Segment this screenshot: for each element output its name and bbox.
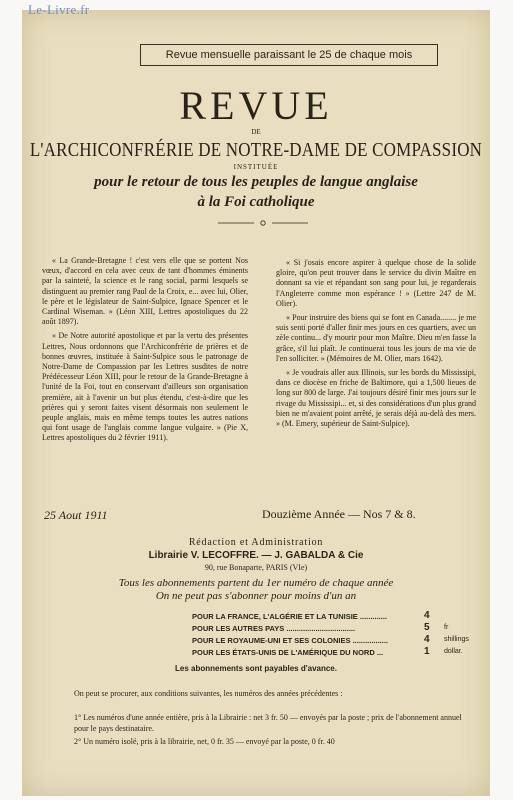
archiconfrerie-title: L'ARCHICONFRÉRIE DE NOTRE-DAME DE COMPASSION (29, 138, 483, 161)
rate-label: POUR LES ÉTATS-UNIS DE L'AMÉRIQUE DU NORD ... (192, 648, 384, 657)
rate-value: 4 (424, 634, 430, 645)
payable-notice: Les abonnements sont payables d'avance. (175, 664, 337, 673)
instituee-label: INSTITUÉE (233, 163, 279, 171)
rate-unit: dollar. (444, 648, 463, 655)
watermark: Le-Livre.fr (28, 2, 90, 17)
periodicity-box: Revue mensuelle paraissant le 25 de chaque mois (140, 44, 438, 66)
subtitle-line-2: à la Foi catholique (197, 194, 315, 210)
redaction-heading: Rédaction et Administration (188, 537, 324, 548)
left-quote-column (42, 256, 248, 448)
subtitle-line-1: pour le retour de tous les peuples de langue anglaise (94, 174, 418, 190)
revue-title: REVUE (179, 83, 333, 128)
subscription-notice-1: Tous les abonnements partent du 1er numéro de chaque année (118, 577, 394, 589)
quote-pie-x: « De Notre autorité apostolique et par la vertu des présentes Lettres, Nous ordonnons que l'Archiconfrérie de prières et de bonnes œuvres, instituée à Saint-Sulpice sous le patronage de Notre-Dame de Compassion par les Lettres susdites de notre Prédécesseur Léon XIII, pour le retour de la Grande-Bretagne à l'unité de la Foi, tout en conservant d'ailleurs son organisation première, ait à l'avenir un but plus étendu, c'est-à-dire que les prières qui y seront faites visent désormais non seulement le peuple anglais, mais en même temps toutes les autres nations qui font usage de l'anglais comme langue vulgaire. » (Pie X, Lettres apostoliques du 2 février 1911). (42, 331, 248, 443)
right-quote-column (276, 258, 476, 433)
quote-emery: « Je voudrais aller aux Illinois, sur les bords du Mississipi, dans ce diocèse en friche de Baltimore, qui a 1,500 lieues de long sur 800 de large. J'ai toujours désiré finir mes jours sur le rivage du Mississipi... et, si des considérations d'un plus grand bien ne m'avaient point arrêté, je serais déjà au-delà des mers. » (M. Emery, supérieur de Saint-Sulpice). (276, 368, 476, 429)
back-issues-intro: On peut se procurer, aux conditions suivantes, les numéros des années précédentes : (74, 689, 343, 698)
issue-year-number: Douzième Année — Nos 7 & 8. (262, 507, 416, 521)
rate-unit: fr (444, 624, 449, 631)
issue-date: 25 Aout 1911 (44, 508, 108, 522)
rate-label: POUR LE ROYAUME-UNI ET SES COLONIES ................. (192, 636, 388, 645)
quote-olier-memoires: « Pour instruire des biens qui se font en Canada........ je me suis senti porté d'aller finir mes jours en ces quartiers, avec un zèle continu... d'y mourir pour mon Maître. Dieu m'en fasse la grâce, s'il lui plaît. Je continuerai tous les jours de ma vie de l'en solliciter. » (Mémoires de M. Olier, mars 1642). (276, 313, 476, 363)
rate-value: 1 (424, 646, 430, 657)
rate-value: 5 (424, 622, 430, 633)
rate-label: POUR LA FRANCE, L'ALGÉRIE ET LA TUNISIE ............. (192, 612, 387, 621)
publisher-line: Librairie V. LECOFFRE. — J. GABALDA & Cie (148, 550, 364, 561)
back-issues-item-2: 2° Un numéro isolé, pris à la librairie, net, 0 fr. 35 — envoyé par la poste, 0 fr. 40 (74, 737, 335, 746)
ornament-divider (218, 218, 308, 228)
revue-cover-page (22, 2, 490, 796)
rate-value: 4 (424, 610, 430, 621)
back-issues-item-1: 1° Les numéros d'une année entière, pris à la Librairie : net 3 fr. 50 — envoyés par la poste ; prix de l'abonnement annuel pour le pays destinataire. (74, 713, 462, 733)
rate-unit: shillings (444, 636, 469, 643)
rate-label: POUR LES AUTRES PAYS ................................. (192, 624, 356, 633)
title-de: DE (251, 128, 261, 136)
subscription-notice-2: On ne peut pas s'abonner pour moins d'un an (155, 590, 357, 602)
publisher-address: 90, rue Bonaparte, PARIS (VIe) (204, 563, 308, 572)
quote-leon-xiii: « La Grande-Bretagne ! c'est vers elle que se portent Nos vœux, d'accord en cela avec ceux de tant d'hommes éminents par la sainteté, la science et le rang social, parmi lesquels se distinguent au premier rang Paul de la Croix, e... avec lui, Olier, le père et le législateur de Saint-Sulpice, Ignace Spencer et le Cardinal Wiseman. » (Léon XIII, Lettres apostoliques du 22 août 1897). (42, 256, 248, 327)
quote-olier-letter: « Si j'osais encore aspirer à quelque chose de la solide gloire, qu'on peut trouver dans le service du divin Maître en donnant sa vie et répandant son sang pour lui, je regarderais l'Angleterre comme mon espérance ! » (Lettre 247 de M. Olier). (276, 258, 476, 308)
